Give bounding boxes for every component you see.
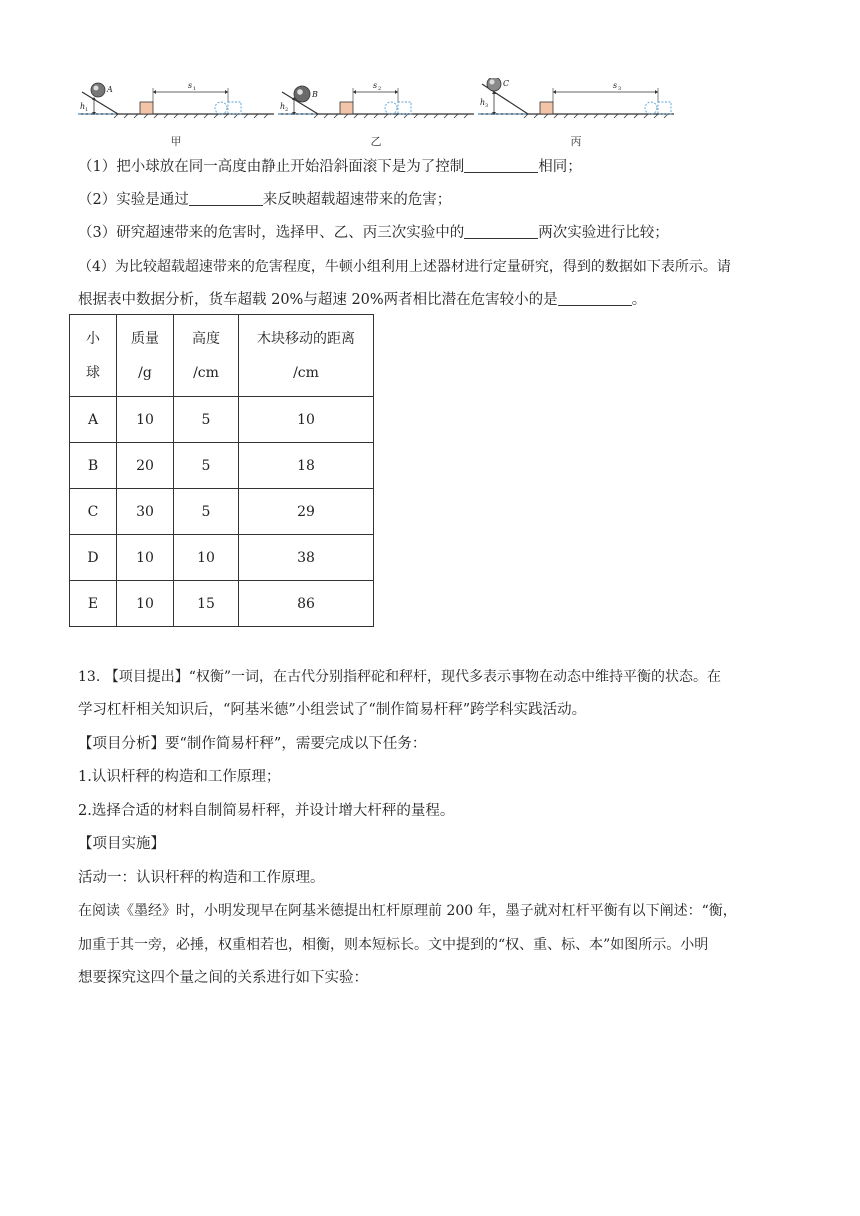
cell-mass: 10 [117, 581, 174, 627]
question-4-line-2 [78, 290, 800, 310]
figure-jia [78, 78, 274, 148]
cell-height: 10 [174, 535, 239, 581]
problem-13-line-2: 学习杠杆相关知识后，“阿基米德”小组尝试了“制作简易杆秤”跨学科实践活动。 [78, 702, 587, 718]
figure-bing [478, 78, 674, 148]
problem-13-line-4: 1.认识杆秤的构造和工作原理； [78, 769, 281, 785]
question-2-text: （2）实验是通过 [78, 192, 189, 208]
experiment-figures [78, 78, 678, 148]
header-line: /g [138, 364, 152, 381]
distance-label: s [188, 81, 193, 90]
problem-13-line-10: 想要探究这四个量之间的关系进行如下实验： [78, 970, 368, 986]
question-3-end: 两次实验进行比较； [538, 225, 669, 241]
cell-ball: E [70, 581, 117, 627]
question-4-text: 根据表中数据分析，货车超载 20%与超速 20%两者相比潜在危害较小的是 [78, 292, 558, 308]
answer-blank[interactable] [464, 224, 538, 239]
question-2-end: 来反映超载超速带来的危害； [262, 192, 452, 208]
figure-caption: 甲 [170, 135, 182, 148]
header-line: /cm [293, 364, 319, 381]
height-label: h [280, 102, 286, 111]
incline-diagram-2 [278, 78, 474, 128]
problem-13-line-9: 加重于其一旁，必捶，权重相若也，相衡，则本短标长。文中提到的“权、重、标、本”如图所示。小明 [78, 937, 709, 953]
table-row [70, 581, 374, 627]
table-row [70, 535, 374, 581]
incline-diagram-1 [78, 78, 274, 128]
problem-13-line-5: 2.选择合适的材料自制简易杆秤，并设计增大杆秤的量程。 [78, 803, 455, 819]
cell-height: 5 [174, 489, 239, 535]
cell-ball: D [70, 535, 117, 581]
height-sub: 1 [85, 107, 89, 113]
cell-ball: B [70, 443, 117, 489]
cell-height: 5 [174, 397, 239, 443]
header-ball [70, 315, 117, 397]
header-line: 球 [86, 364, 100, 381]
answer-blank[interactable] [189, 191, 263, 206]
question-1-end: 相同； [538, 159, 582, 175]
distance-sub: 2 [378, 86, 382, 92]
header-line: 质量 [131, 330, 159, 347]
cell-mass: 20 [117, 443, 174, 489]
question-1-text: （1）把小球放在同一高度由静止开始沿斜面滚下是为了控制 [78, 159, 465, 175]
ball-label: B [312, 90, 318, 99]
problem-13-line-1: 13. 【项目提出】“权衡”一词，在古代分别指秤砣和秤杆，现代多表示事物在动态中维持平衡的状态。在 [78, 669, 722, 685]
problem-13-line-3: 【项目分析】要“制作简易杆秤”，需要完成以下任务： [78, 736, 427, 752]
cell-distance: 29 [239, 489, 374, 535]
height-sub: 3 [485, 103, 489, 109]
question-1 [78, 157, 800, 177]
figure-caption: 丙 [570, 135, 582, 148]
distance-sub: 3 [618, 86, 622, 92]
height-label: h [480, 98, 486, 107]
table-row [70, 397, 374, 443]
incline-diagram-3 [478, 78, 674, 128]
header-distance [239, 315, 374, 397]
table-row [70, 443, 374, 489]
header-line: 高度 [192, 330, 220, 347]
distance-sub: 1 [193, 86, 197, 92]
problem-13-line-7: 活动一：认识杆秤的构造和工作原理。 [78, 870, 325, 886]
cell-mass: 30 [117, 489, 174, 535]
ball-label: C [503, 79, 510, 88]
height-sub: 2 [285, 107, 289, 113]
cell-ball: A [70, 397, 117, 443]
data-table [69, 314, 374, 627]
answer-blank[interactable] [558, 291, 632, 306]
cell-distance: 18 [239, 443, 374, 489]
header-line: 木块移动的距离 [257, 330, 355, 347]
distance-label: s [373, 81, 378, 90]
header-mass [117, 315, 174, 397]
question-2 [78, 190, 800, 210]
header-line: /cm [193, 364, 219, 381]
table-header-row [70, 315, 374, 397]
cell-height: 15 [174, 581, 239, 627]
height-label: h [80, 102, 86, 111]
cell-distance: 86 [239, 581, 374, 627]
question-4-line-1: （4）为比较超载超速带来的危害程度，牛顿小组利用上述器材进行定量研究，得到的数据如下表所示。请 [78, 259, 731, 275]
problem-13-line-6: 【项目实施】 [78, 836, 165, 852]
figure-yi [278, 78, 474, 148]
cell-height: 5 [174, 443, 239, 489]
cell-mass: 10 [117, 397, 174, 443]
header-line: 小 [86, 330, 100, 347]
ball-label: A [107, 85, 113, 94]
header-height [174, 315, 239, 397]
cell-mass: 10 [117, 535, 174, 581]
answer-blank[interactable] [464, 158, 538, 173]
question-4-end: 。 [631, 292, 647, 308]
question-3 [78, 223, 800, 243]
cell-ball: C [70, 489, 117, 535]
cell-distance: 10 [239, 397, 374, 443]
distance-label: s [613, 81, 618, 90]
question-3-text: （3）研究超速带来的危害时，选择甲、乙、丙三次实验中的 [78, 225, 465, 241]
figure-caption: 乙 [370, 135, 382, 148]
table-row [70, 489, 374, 535]
cell-distance: 38 [239, 535, 374, 581]
problem-13-line-8: 在阅读《墨经》时，小明发现早在阿基米德提出杠杆原理前 200 年，墨子就对杠杆平衡有以下阐述：“衡， [78, 903, 737, 919]
